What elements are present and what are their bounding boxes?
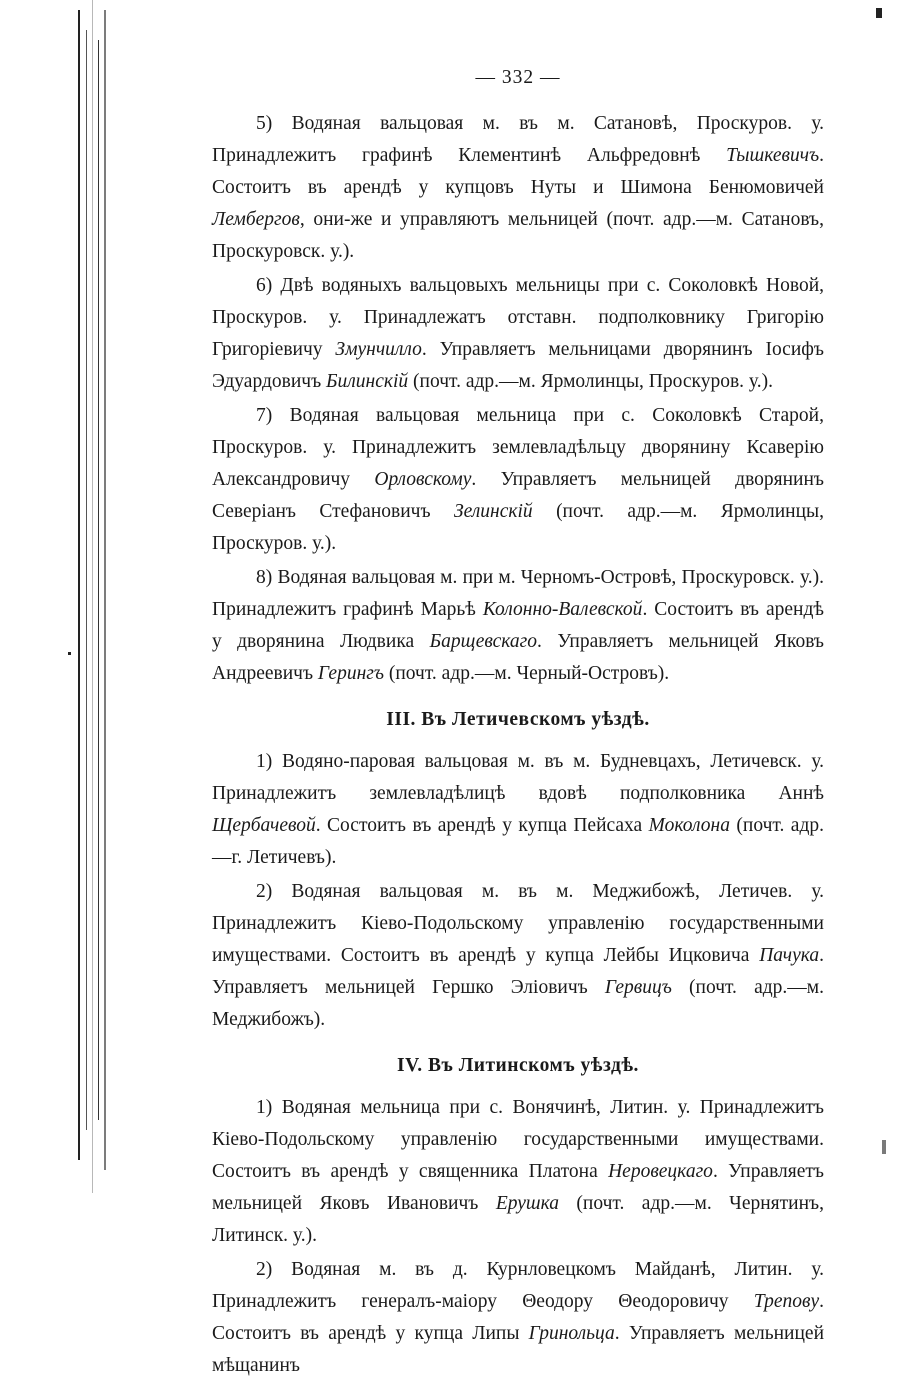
paragraph-text: . Состоитъ въ арендѣ у купцовъ Нуты и Шимона Бенюмовичей: [212, 145, 824, 198]
scan-speck: [68, 652, 71, 655]
surname-italic: Тышкевичъ: [726, 145, 820, 166]
paragraph-text: 2) Водяная м. въ д. Курнловецкомъ Майданѣ, Литин. у. Принадлежитъ генералъ-маіору Θеодору Θеодоровичу: [212, 1259, 824, 1312]
paragraph-text: 1) Водяная мельница при с. Вонячинѣ, Литин. у. Принадлежитъ Кіево-Подольскому управленію государственными имуществами. Состоитъ въ арендѣ у священника Платона: [212, 1097, 824, 1182]
entry-paragraph: [212, 562, 824, 690]
paragraph-text: . Управляетъ мельницами дворянинъ Іосифъ Эдуардовичъ: [212, 339, 824, 392]
paragraph-text: (почт. адр.—м. Чернятинъ, Литинск. у.).: [212, 1193, 824, 1246]
document-page: [212, 62, 824, 1382]
surname-italic: Лембергов: [212, 209, 300, 230]
surname-italic: Змунчилло: [335, 339, 422, 360]
surname-italic: Барщевскаго: [429, 631, 538, 652]
entry-paragraph: [212, 108, 824, 268]
surname-italic: Неровецкаго: [608, 1161, 713, 1182]
surname-italic: Гервицъ: [604, 977, 672, 998]
surname-italic: Щербачевой: [212, 815, 316, 836]
surname-italic: Трепову: [753, 1291, 820, 1312]
book-binding-edge: [0, 0, 110, 1193]
scan-speck: [876, 8, 882, 18]
paragraph-text: (почт. адр.—м. Меджибожъ).: [212, 977, 824, 1030]
paragraph-text: 8) Водяная вальцовая м. при м. Черномъ-Островѣ, Проскуровск. у.). Принадлежитъ графинѣ Марьѣ: [212, 567, 824, 620]
section-heading: IV. Въ Литинскомъ уѣздѣ.: [397, 1055, 639, 1076]
paragraph-text: . Управляетъ мельницей дворянинъ Северіанъ Стефановичъ: [212, 469, 825, 522]
paragraph-text: 7) Водяная вальцовая мельница при с. Соколовкѣ Старой, Проскуров. у. Принадлежитъ землевладѣльцу дворянину Ксаверію Александровичу: [212, 405, 824, 490]
entry-paragraph: [212, 270, 824, 398]
paragraph-text: . Состоитъ въ арендѣ у купца Липы: [212, 1291, 824, 1344]
surname-italic: Пачука: [759, 945, 820, 966]
page-content: [212, 108, 824, 1382]
surname-italic: Колонно-Валевской: [482, 599, 643, 620]
surname-italic: Гринольца: [528, 1323, 615, 1344]
paragraph-text: (почт. адр.—м. Ярмолинцы, Проскуров. у.).: [212, 501, 824, 554]
paragraph-text: . Управляетъ мельницей мѣщанинъ: [212, 1323, 825, 1376]
entry-paragraph: [212, 400, 824, 560]
paragraph-text: (почт. адр.—м. Ярмолинцы, Проскуров. у.).: [408, 371, 773, 392]
paragraph-text: (почт. адр.—г. Летичевъ).: [212, 815, 824, 868]
surname-italic: Ерушка: [495, 1193, 559, 1214]
entry-paragraph: [212, 1092, 824, 1252]
paragraph-text: , они-же и управляютъ мельницей (почт. адр.—м. Сатановъ, Проскуровск. у.).: [212, 209, 824, 262]
surname-italic: Орловскому: [374, 469, 472, 490]
section-heading: III. Въ Летичевскомъ уѣздѣ.: [386, 709, 650, 730]
paragraph-text: 5) Водяная вальцовая м. въ м. Сатановѣ, Проскуров. у. Принадлежитъ графинѣ Клементинѣ Альфредовнѣ: [212, 113, 824, 166]
surname-italic: Герингъ: [317, 663, 384, 684]
paragraph-text: (почт. адр.—м. Черный-Островъ).: [384, 663, 670, 684]
paragraph-text: . Управляетъ мельницей Гершко Эліовичъ: [212, 945, 824, 998]
paragraph-text: 2) Водяная вальцовая м. въ м. Меджибожѣ, Летичев. у. Принадлежитъ Кіево-Подольскому управленію государственными имуществами. Состоитъ въ арендѣ у купца Лейбы Ицковича: [212, 881, 824, 966]
surname-italic: Билинскій: [326, 371, 409, 392]
paragraph-text: 1) Водяно-паровая вальцовая м. въ м. Будневцахъ, Летичевск. у. Принадлежитъ землевладѣлицѣ вдовѣ подполковника Аннѣ: [212, 751, 824, 804]
surname-italic: Зелинскій: [453, 501, 533, 522]
entry-paragraph: [212, 1254, 824, 1382]
surname-italic: Моколона: [648, 815, 730, 836]
paragraph-text: . Управляетъ мельницей Яковъ Андреевичъ: [212, 631, 824, 684]
paragraph-text: . Состоитъ въ арендѣ у дворянина Людвика: [212, 599, 824, 652]
entry-paragraph: [212, 876, 824, 1036]
paragraph-text: 6) Двѣ водяныхъ вальцовыхъ мельницы при с. Соколовкѣ Новой, Проскуров. у. Принадлежатъ отставн. подполковнику Григорію Григоріевичу: [212, 275, 824, 360]
entry-paragraph: [212, 746, 824, 874]
paragraph-text: . Состоитъ въ арендѣ у купца Пейсаха: [315, 815, 649, 836]
page-number: — 332 —: [475, 67, 561, 88]
scan-speck: [882, 1140, 886, 1154]
paragraph-text: . Управляетъ мельницей Яковъ Ивановичъ: [212, 1161, 825, 1214]
